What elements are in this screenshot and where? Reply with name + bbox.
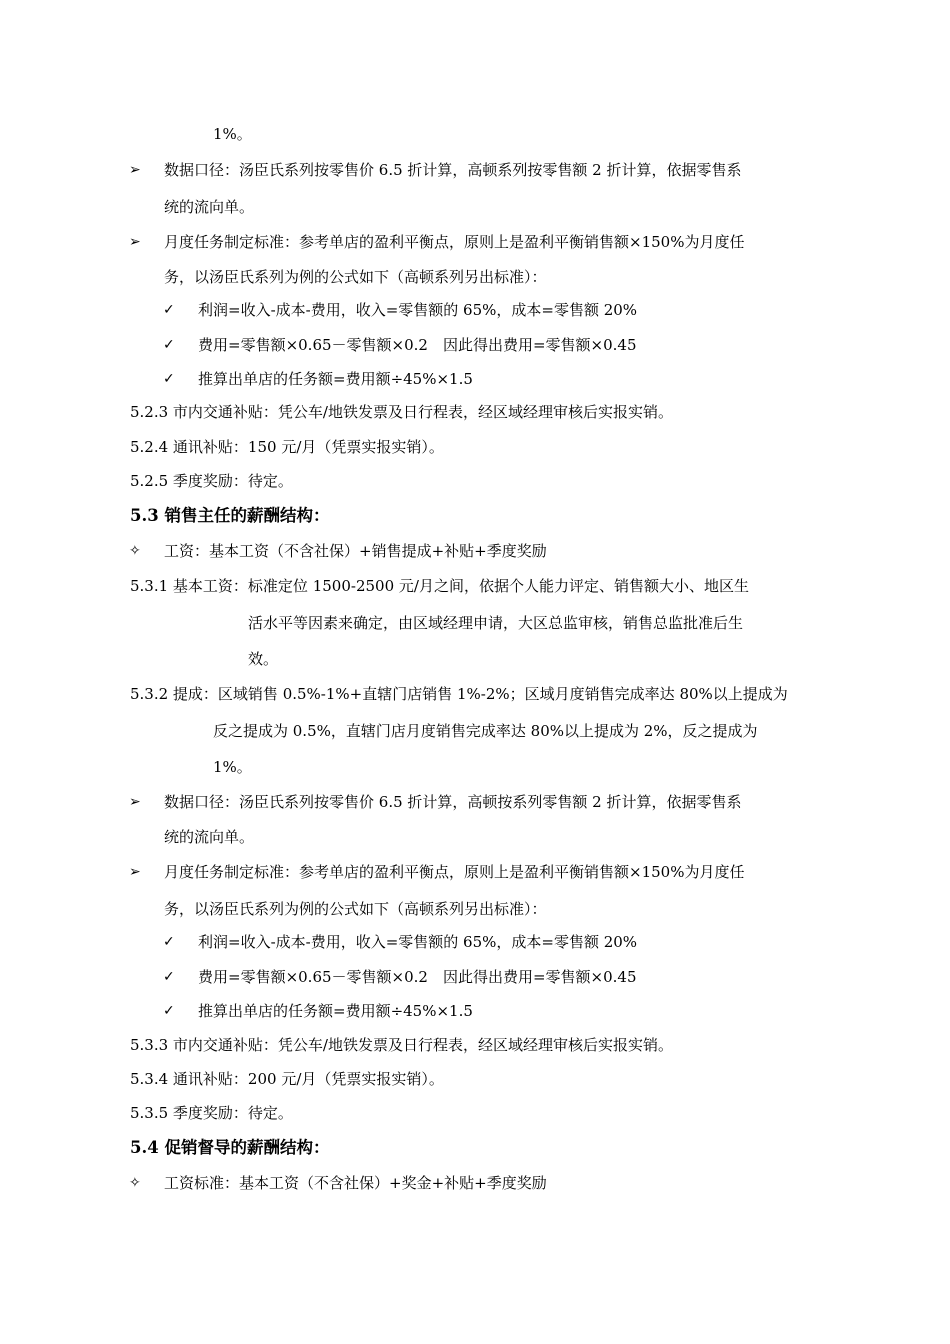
text-line: 月度任务制定标准：参考单店的盈利平衡点，原则上是盈利平衡销售额×150%为月度任 [164, 233, 745, 251]
text-line: 月度任务制定标准：参考单店的盈利平衡点，原则上是盈利平衡销售额×150%为月度任 [164, 863, 745, 881]
text-line: 活水平等因素来确定，由区域经理申请，大区总监审核，销售总监批准后生 [248, 614, 744, 632]
text-line: 费用=零售额×0.65－零售额×0.2 因此得出费用=零售额×0.45 [198, 968, 637, 986]
text-line: 1%。 [213, 125, 252, 143]
text-line: 5.3.2 提成：区域销售 0.5%-1%+直辖门店销售 1%-2%；区域月度销售完成率达 80%以上提成为 [130, 685, 788, 703]
text-line: 数据口径：汤臣氏系列按零售价 6.5 折计算，高顿系列按零售额 2 折计算，依据零售系 [164, 161, 742, 179]
text-line: 5.2.5 季度奖励：待定。 [130, 472, 293, 490]
arrow-bullet-icon: ➢ [129, 794, 141, 810]
check-bullet-icon: ✓ [163, 371, 175, 387]
text-line: 务，以汤臣氏系列为例的公式如下（高顿系列另出标准）： [164, 900, 547, 918]
text-line: 统的流向单。 [164, 198, 255, 216]
text-line: 费用=零售额×0.65－零售额×0.2 因此得出费用=零售额×0.45 [198, 336, 637, 354]
text-line: 利润=收入-成本-费用，收入=零售额的 65%，成本=零售额 20% [198, 933, 638, 951]
text-line: 务，以汤臣氏系列为例的公式如下（高顿系列另出标准）： [164, 268, 547, 286]
diamond-bullet-icon: ✧ [129, 1175, 141, 1191]
text-line: 推算出单店的任务额=费用额÷45%×1.5 [198, 1002, 473, 1020]
text-line: 1%。 [213, 758, 252, 776]
text-line: 5.3.3 市内交通补贴：凭公车/地铁发票及日行程表，经区域经理审核后实报实销。 [130, 1036, 673, 1054]
text-line: 工资：基本工资（不含社保）+销售提成+补贴+季度奖励 [164, 542, 547, 560]
text-line: 效。 [248, 650, 279, 668]
text-line: 数据口径：汤臣氏系列按零售价 6.5 折计算，高顿按系列零售额 2 折计算，依据零售系 [164, 793, 742, 811]
text-line: 推算出单店的任务额=费用额÷45%×1.5 [198, 370, 473, 388]
arrow-bullet-icon: ➢ [129, 234, 141, 250]
check-bullet-icon: ✓ [163, 934, 175, 950]
text-line: 5.2.4 通讯补贴：150 元/月（凭票实报实销）。 [130, 438, 444, 456]
text-line: 5.3.1 基本工资：标准定位 1500-2500 元/月之间，依据个人能力评定、销售额大小、地区生 [130, 577, 749, 595]
text-line: 5.2.3 市内交通补贴：凭公车/地铁发票及日行程表，经区域经理审核后实报实销。 [130, 403, 673, 421]
section-heading: 5.3 销售主任的薪酬结构： [130, 506, 330, 525]
check-bullet-icon: ✓ [163, 337, 175, 353]
check-bullet-icon: ✓ [163, 302, 175, 318]
diamond-bullet-icon: ✧ [129, 543, 141, 559]
text-line: 利润=收入-成本-费用，收入=零售额的 65%，成本=零售额 20% [198, 301, 638, 319]
text-line: 5.3.5 季度奖励：待定。 [130, 1104, 293, 1122]
text-line: 反之提成为 0.5%，直辖门店月度销售完成率达 80%以上提成为 2%，反之提成为 [213, 722, 758, 740]
arrow-bullet-icon: ➢ [129, 864, 141, 880]
text-line: 统的流向单。 [164, 828, 255, 846]
text-line: 工资标准：基本工资（不含社保）+奖金+补贴+季度奖励 [164, 1174, 547, 1192]
check-bullet-icon: ✓ [163, 969, 175, 985]
arrow-bullet-icon: ➢ [129, 162, 141, 178]
text-line: 5.3.4 通讯补贴：200 元/月（凭票实报实销）。 [130, 1070, 444, 1088]
section-heading: 5.4 促销督导的薪酬结构： [130, 1138, 330, 1157]
check-bullet-icon: ✓ [163, 1003, 175, 1019]
